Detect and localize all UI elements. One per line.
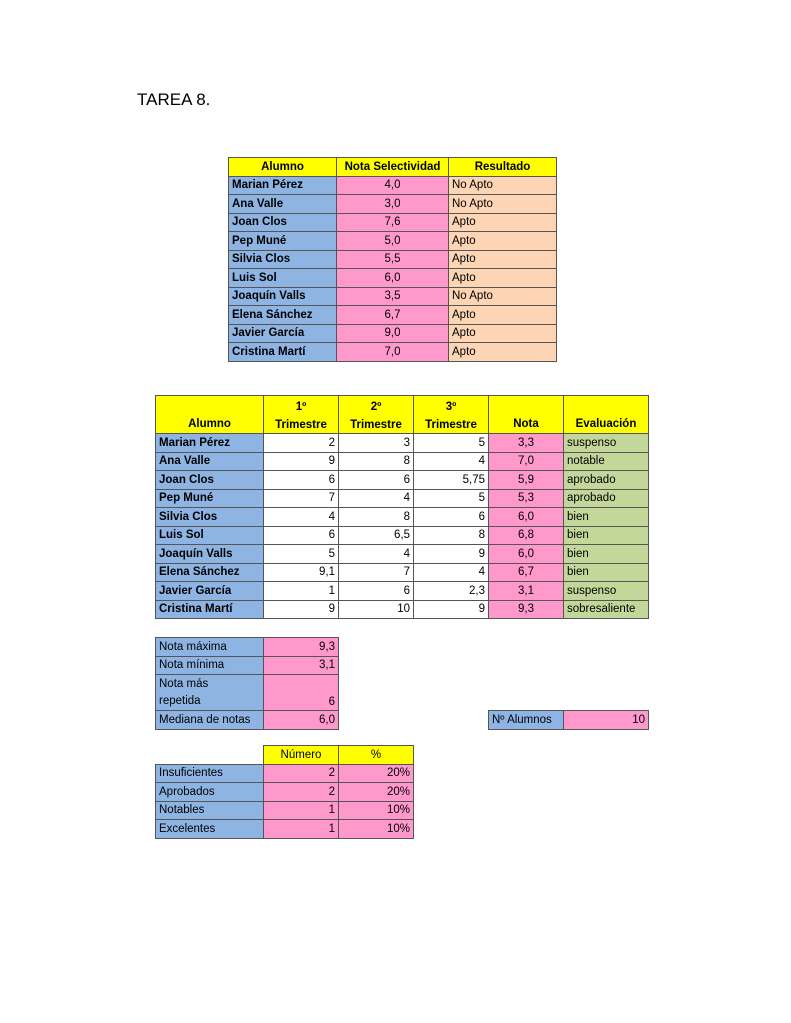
student-name: Silvia Clos (156, 508, 264, 527)
nota-trimestre-2: 6 (339, 471, 414, 490)
resultado: Apto (449, 324, 557, 343)
stat-value-mode: 6 (264, 675, 339, 711)
nota-trimestre-2: 8 (339, 452, 414, 471)
header-porcentaje: % (339, 746, 414, 765)
table-row (156, 801, 414, 820)
nota-trimestre-3: 8 (414, 526, 489, 545)
nota-trimestre-3: 4 (414, 452, 489, 471)
nota-trimestre-3: 9 (414, 600, 489, 619)
distribution-numero: 1 (264, 820, 339, 839)
student-name: Pep Muné (156, 489, 264, 508)
distribution-porcentaje: 20% (339, 783, 414, 802)
nota-trimestre-3: 5 (414, 489, 489, 508)
nota-trimestre-2: 6,5 (339, 526, 414, 545)
nota-trimestre-1: 1 (264, 582, 339, 601)
distribution-porcentaje: 10% (339, 820, 414, 839)
header-trimestre-1-label: Trimestre (264, 416, 339, 434)
resultado: Apto (449, 269, 557, 288)
nota-final: 6,7 (489, 563, 564, 582)
student-name: Marian Pérez (156, 434, 264, 453)
nota-final: 7,0 (489, 452, 564, 471)
distribution-numero: 1 (264, 801, 339, 820)
evaluacion: suspenso (564, 434, 649, 453)
stats-table (155, 637, 649, 730)
header-alumno: Alumno (229, 158, 337, 177)
nota-trimestre-3: 4 (414, 563, 489, 582)
table-row (156, 489, 649, 508)
selectividad-table (228, 157, 557, 362)
student-name: Javier García (229, 324, 337, 343)
nota-trimestre-2: 4 (339, 545, 414, 564)
nota-selectividad: 3,5 (337, 287, 449, 306)
resultado: No Apto (449, 195, 557, 214)
nota-final: 5,3 (489, 489, 564, 508)
student-name: Joan Clos (229, 213, 337, 232)
nota-selectividad: 6,7 (337, 306, 449, 325)
nota-trimestre-1: 4 (264, 508, 339, 527)
table-row (156, 563, 649, 582)
table-row (156, 508, 649, 527)
resultado: Apto (449, 232, 557, 251)
nota-trimestre-1: 9,1 (264, 563, 339, 582)
evaluacion: bien (564, 508, 649, 527)
nota-trimestre-1: 9 (264, 600, 339, 619)
nota-trimestre-3: 9 (414, 545, 489, 564)
resultado: No Apto (449, 287, 557, 306)
table-row (229, 306, 557, 325)
student-name: Joan Clos (156, 471, 264, 490)
table-header-row (156, 746, 414, 765)
header-trimestre-3-label: Trimestre (414, 416, 489, 434)
evaluacion: sobresaliente (564, 600, 649, 619)
stat-label-max: Nota máxima (156, 638, 264, 657)
stat-label-mode (156, 675, 264, 711)
student-name: Joaquín Valls (229, 287, 337, 306)
header-resultado: Resultado (449, 158, 557, 177)
evaluacion: aprobado (564, 471, 649, 490)
table-row (229, 343, 557, 362)
evaluacion: aprobado (564, 489, 649, 508)
nota-trimestre-1: 5 (264, 545, 339, 564)
table-row (229, 232, 557, 251)
stat-value-median: 6,0 (264, 711, 339, 730)
distribution-label: Excelentes (156, 820, 264, 839)
table-row (229, 287, 557, 306)
nota-final: 3,3 (489, 434, 564, 453)
nota-selectividad: 7,0 (337, 343, 449, 362)
distribution-label: Aprobados (156, 783, 264, 802)
table-row (156, 434, 649, 453)
evaluacion: bien (564, 563, 649, 582)
resultado: Apto (449, 213, 557, 232)
table-row (229, 324, 557, 343)
stat-label-mode-line2: repetida (159, 694, 201, 707)
nota-final: 9,3 (489, 600, 564, 619)
nota-trimestre-3: 2,3 (414, 582, 489, 601)
stat-value-count: 10 (564, 711, 649, 730)
table-row (156, 783, 414, 802)
page-title: TAREA 8. (137, 90, 211, 109)
header-trimestre-2-label: Trimestre (339, 416, 414, 434)
header-numero: Número (264, 746, 339, 765)
distribution-label: Notables (156, 801, 264, 820)
nota-trimestre-2: 6 (339, 582, 414, 601)
stats-row-min (156, 656, 649, 675)
nota-selectividad: 9,0 (337, 324, 449, 343)
student-name: Marian Pérez (229, 176, 337, 195)
nota-trimestre-3: 5,75 (414, 471, 489, 490)
nota-trimestre-2: 10 (339, 600, 414, 619)
student-name: Cristina Martí (156, 600, 264, 619)
nota-selectividad: 5,5 (337, 250, 449, 269)
stat-value-max: 9,3 (264, 638, 339, 657)
distribution-label: Insuficientes (156, 764, 264, 783)
student-name: Javier García (156, 582, 264, 601)
nota-selectividad: 7,6 (337, 213, 449, 232)
resultado: Apto (449, 343, 557, 362)
student-name: Elena Sánchez (156, 563, 264, 582)
table-row (156, 582, 649, 601)
evaluacion: notable (564, 452, 649, 471)
table-row (156, 600, 649, 619)
student-name: Pep Muné (229, 232, 337, 251)
header-nota-selectividad: Nota Selectividad (337, 158, 449, 177)
student-name: Luis Sol (229, 269, 337, 288)
nota-final: 6,0 (489, 545, 564, 564)
table-row (156, 526, 649, 545)
distribution-table (155, 745, 414, 839)
nota-trimestre-3: 6 (414, 508, 489, 527)
nota-trimestre-1: 6 (264, 471, 339, 490)
nota-trimestre-2: 3 (339, 434, 414, 453)
resultado: Apto (449, 306, 557, 325)
stat-label-mode-line1: Nota más (159, 677, 209, 690)
table-header-row (229, 158, 557, 177)
table-row (156, 545, 649, 564)
stat-label-count: Nº Alumnos (489, 711, 564, 730)
student-name: Silvia Clos (229, 250, 337, 269)
stat-value-min: 3,1 (264, 656, 339, 675)
nota-final: 6,8 (489, 526, 564, 545)
nota-selectividad: 6,0 (337, 269, 449, 288)
table-row (156, 764, 414, 783)
table-row (229, 195, 557, 214)
header-alumno: Alumno (156, 396, 264, 434)
student-name: Joaquín Valls (156, 545, 264, 564)
table-row (156, 452, 649, 471)
nota-trimestre-1: 6 (264, 526, 339, 545)
stat-label-min: Nota mínima (156, 656, 264, 675)
stats-row-median (156, 711, 649, 730)
evaluacion: bien (564, 545, 649, 564)
resultado: No Apto (449, 176, 557, 195)
nota-trimestre-2: 8 (339, 508, 414, 527)
table-row (156, 820, 414, 839)
table-row (229, 176, 557, 195)
nota-trimestre-1: 7 (264, 489, 339, 508)
nota-selectividad: 4,0 (337, 176, 449, 195)
evaluacion: suspenso (564, 582, 649, 601)
nota-trimestre-2: 4 (339, 489, 414, 508)
nota-selectividad: 5,0 (337, 232, 449, 251)
nota-trimestre-2: 7 (339, 563, 414, 582)
student-name: Ana Valle (229, 195, 337, 214)
nota-trimestre-3: 5 (414, 434, 489, 453)
evaluacion: bien (564, 526, 649, 545)
stats-row-max (156, 638, 649, 657)
header-nota: Nota (489, 396, 564, 434)
header-trimestre-2-num: 2º (339, 396, 414, 416)
stats-row-mode (156, 675, 649, 711)
stat-label-median: Mediana de notas (156, 711, 264, 730)
nota-final: 6,0 (489, 508, 564, 527)
table-row (229, 250, 557, 269)
table-row (156, 471, 649, 490)
distribution-porcentaje: 10% (339, 801, 414, 820)
nota-selectividad: 3,0 (337, 195, 449, 214)
table-row (229, 213, 557, 232)
nota-trimestre-1: 2 (264, 434, 339, 453)
student-name: Elena Sánchez (229, 306, 337, 325)
table-row (229, 269, 557, 288)
nota-final: 5,9 (489, 471, 564, 490)
trimestres-table (155, 395, 649, 619)
nota-trimestre-1: 9 (264, 452, 339, 471)
table-header-row (156, 396, 649, 416)
student-name: Ana Valle (156, 452, 264, 471)
header-evaluacion: Evaluación (564, 396, 649, 434)
student-name: Cristina Martí (229, 343, 337, 362)
distribution-porcentaje: 20% (339, 764, 414, 783)
resultado: Apto (449, 250, 557, 269)
header-trimestre-1-num: 1º (264, 396, 339, 416)
distribution-numero: 2 (264, 783, 339, 802)
header-trimestre-3-num: 3º (414, 396, 489, 416)
distribution-numero: 2 (264, 764, 339, 783)
nota-final: 3,1 (489, 582, 564, 601)
student-name: Luis Sol (156, 526, 264, 545)
